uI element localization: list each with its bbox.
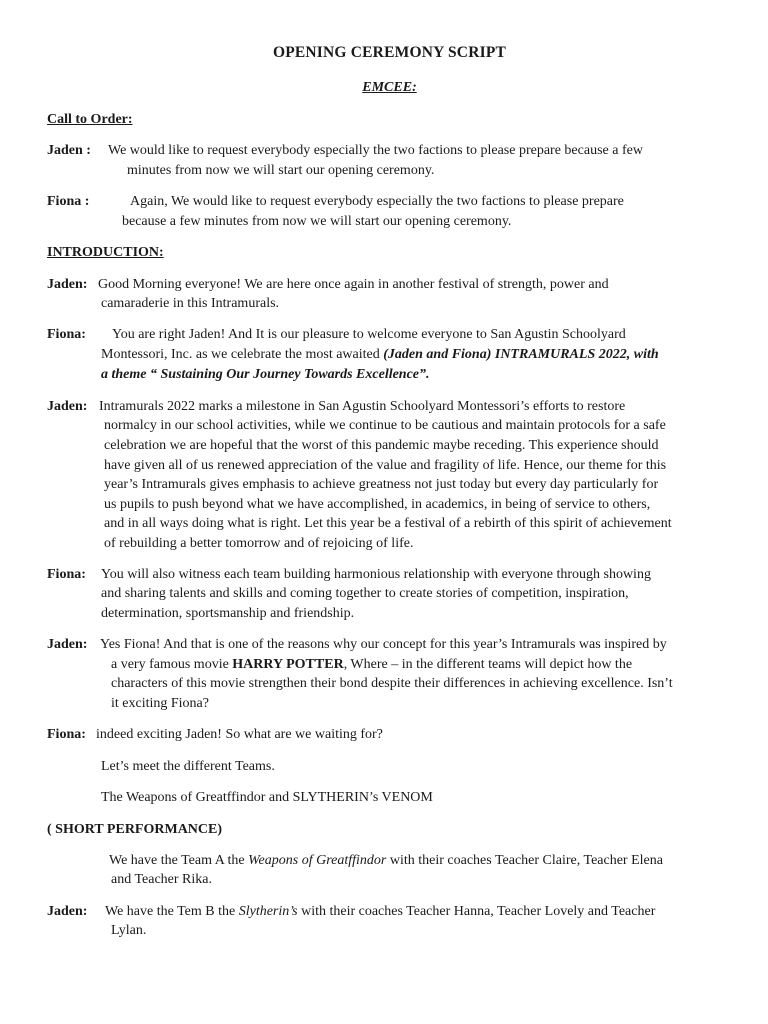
- speaker-label: Jaden:: [47, 277, 88, 292]
- paragraph-line: and Teacher Rika.: [111, 872, 212, 887]
- emcee-heading: EMCEE:: [362, 80, 417, 95]
- paragraph-line: year’s Intramurals gives emphasis to achieve greatness not just today but every day particularly for: [104, 477, 659, 492]
- document-title: OPENING CEREMONY SCRIPT: [272, 44, 507, 61]
- speaker-label: Jaden:: [47, 637, 88, 652]
- paragraph-line: Lylan.: [111, 923, 147, 938]
- paragraph-line: characters of this movie strengthen their bond despite their differences in achieving excellence. Isn’t: [111, 676, 673, 691]
- paragraph-line: minutes from now we will start our opening ceremony.: [127, 163, 435, 178]
- speaker-label: Jaden :: [47, 143, 91, 158]
- paragraph-line: We would like to request everybody especially the two factions to please prepare because a few: [108, 143, 643, 158]
- speaker-label: Jaden:: [47, 904, 88, 919]
- paragraph-line: us pupils to push beyond what we have accomplished, in academics, in being of service to others,: [104, 497, 651, 512]
- paragraph-line: camaraderie in this Intramurals.: [101, 296, 280, 311]
- introduction-heading: INTRODUCTION:: [47, 245, 164, 260]
- paragraph-line: Good Morning everyone! We are here once again in another festival of strength, power and: [98, 277, 609, 292]
- paragraph-line: and in all ways doing what is right. Let this year be a festival of a rebirth of this spirit of achievement: [104, 516, 672, 531]
- paragraph-line: Again, We would like to request everybody especially the two factions to please prepare: [130, 194, 624, 209]
- paragraph-line: You are right Jaden! And It is our pleasure to welcome everyone to San Agustin Schoolyard: [112, 327, 626, 342]
- speaker-label: Fiona:: [47, 567, 86, 582]
- speaker-label: Jaden:: [47, 399, 88, 414]
- paragraph-line: and sharing talents and skills and coming together to create stories of competition, inspiration,: [101, 586, 629, 601]
- paragraph-line: because a few minutes from now we will start our opening ceremony.: [122, 214, 512, 229]
- paragraph-line: The Weapons of Greatffindor and SLYTHERIN’s VENOM: [101, 790, 433, 805]
- paragraph-line: We have the Team A the Weapons of Greatffindor with their coaches Teacher Claire, Teacher Elena: [109, 853, 663, 868]
- paragraph-line: Montessori, Inc. as we celebrate the most awaited (Jaden and Fiona) INTRAMURALS 2022, with: [101, 347, 659, 362]
- paragraph-line: of rebuilding a better tomorrow and of rejoicing of life.: [104, 536, 414, 551]
- theme-line: a theme “ Sustaining Our Journey Towards Excellence”.: [101, 367, 430, 382]
- paragraph-line: a very famous movie HARRY POTTER, Where – in the different teams will depict how the: [111, 657, 633, 672]
- paragraph-line: have given all of us renewed appreciation of the value and fragility of life. Hence, our theme for this: [104, 458, 667, 473]
- paragraph-line: it exciting Fiona?: [111, 696, 209, 711]
- paragraph-line: normalcy in our school activities, while we continue to be cautious and maintain protocols for a safe: [104, 418, 666, 433]
- paragraph-line: Let’s meet the different Teams.: [101, 759, 275, 774]
- call-to-order-heading: Call to Order:: [47, 112, 133, 127]
- speaker-label: Fiona :: [47, 194, 90, 209]
- paragraph-line: You will also witness each team building harmonious relationship with everyone through showing: [101, 567, 651, 582]
- paragraph-line: We have the Tem B the Slytherin’s with their coaches Teacher Hanna, Teacher Lovely and Teacher: [105, 904, 656, 919]
- paragraph-line: celebration we are hopeful that the worst of this pandemic maybe receding. This experience should: [104, 438, 659, 453]
- paragraph-line: Intramurals 2022 marks a milestone in San Agustin Schoolyard Montessori’s efforts to restore: [99, 399, 626, 414]
- paragraph-line: Yes Fiona! And that is one of the reasons why our concept for this year’s Intramurals was inspired by: [100, 637, 667, 652]
- speaker-label: Fiona:: [47, 327, 86, 342]
- paragraph-line: indeed exciting Jaden! So what are we waiting for?: [96, 727, 383, 742]
- short-performance-heading: ( SHORT PERFORMANCE): [47, 822, 223, 837]
- paragraph-line: determination, sportsmanship and friendship.: [101, 606, 355, 621]
- speaker-label: Fiona:: [47, 727, 86, 742]
